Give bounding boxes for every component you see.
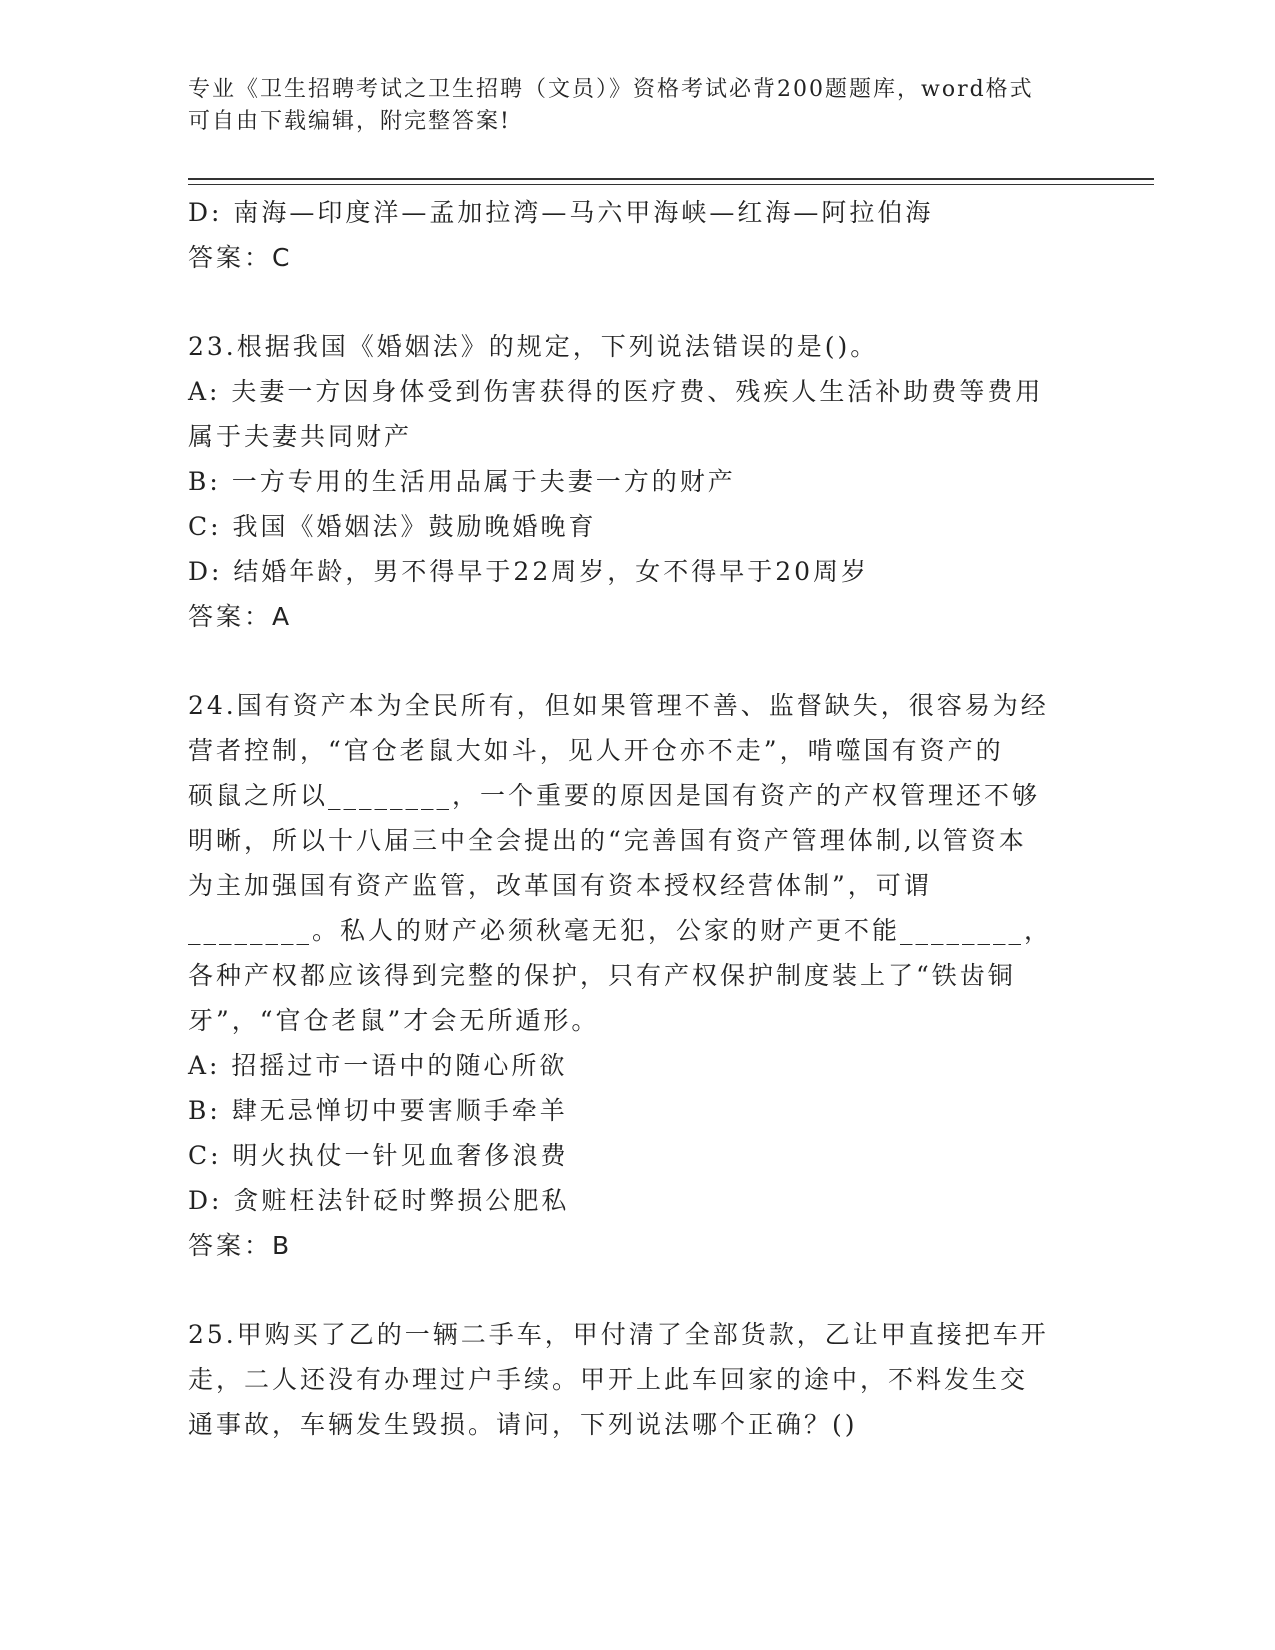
- q23-answer: 答案：A: [188, 602, 293, 631]
- q24-answer: 答案：B: [188, 1231, 293, 1260]
- header-rule-thick: [188, 178, 1154, 180]
- q23-option-c: C: 我国《婚姻法》鼓励晚婚晚育: [188, 512, 597, 541]
- q23-option-b: B: 一方专用的生活用品属于夫妻一方的财产: [188, 467, 736, 496]
- q24-stem-line-6: ________。私人的财产必须秋毫无犯，公家的财产更不能________，: [188, 916, 1053, 945]
- question-24: [188, 683, 1088, 1268]
- q25-stem-line-1: 25.甲购买了乙的一辆二手车，甲付清了全部货款，乙让甲直接把车开: [188, 1320, 1049, 1349]
- document-body: [188, 190, 1088, 1447]
- q22-answer: 答案：C: [188, 243, 293, 272]
- q24-option-a: A: 招摇过市一语中的随心所欲: [188, 1051, 568, 1080]
- q24-stem-line-8: 牙”，“官仓老鼠”才会无所遁形。: [188, 1006, 600, 1035]
- page-header: [188, 74, 1068, 138]
- q24-option-b: B: 肆无忌惮切中要害顺手牵羊: [188, 1096, 568, 1125]
- q25-stem-line-3: 通事故，车辆发生毁损。请问，下列说法哪个正确？(): [188, 1410, 858, 1439]
- q24-stem-line-2: 营者控制，“官仓老鼠大如斗，见人开仓亦不走”，啃噬国有资产的: [188, 736, 1004, 765]
- q22-option-d: D: 南海—印度洋—孟加拉湾—马六甲海峡—红海—阿拉伯海: [188, 198, 934, 227]
- q23-option-a-line-1: A: 夫妻一方因身体受到伤害获得的医疗费、残疾人生活补助费等费用: [188, 377, 1044, 406]
- q24-stem-line-4: 明晰，所以十八届三中全会提出的“完善国有资产管理体制,以管资本: [188, 826, 1027, 855]
- q25-stem-line-2: 走，二人还没有办理过户手续。甲开上此车回家的途中，不料发生交: [188, 1365, 1029, 1394]
- q23-stem: 23.根据我国《婚姻法》的规定，下列说法错误的是()。: [188, 332, 879, 361]
- q24-stem-line-7: 各种产权都应该得到完整的保护，只有产权保护制度装上了“铁齿铜: [188, 961, 1016, 990]
- header-rule-thin: [188, 184, 1154, 185]
- q24-stem-line-1: 24.国有资产本为全民所有，但如果管理不善、监督缺失，很容易为经: [188, 691, 1049, 720]
- question-23: [188, 324, 1088, 639]
- header-line-1: 专业《卫生招聘考试之卫生招聘（文员）》资格考试必背200题题库，word格式: [188, 77, 1034, 102]
- question-25: [188, 1312, 1088, 1447]
- header-line-2: 可自由下载编辑，附完整答案!: [188, 109, 511, 134]
- q24-option-c: C: 明火执仗一针见血奢侈浪费: [188, 1141, 569, 1170]
- q24-option-d: D: 贪赃枉法针砭时弊损公肥私: [188, 1186, 570, 1215]
- q23-option-d: D: 结婚年龄，男不得早于22周岁，女不得早于20周岁: [188, 557, 870, 586]
- question-22-tail: [188, 190, 1088, 280]
- q23-option-a-line-2: 属于夫妻共同财产: [188, 422, 413, 451]
- q24-stem-line-3: 硕鼠之所以________，一个重要的原因是国有资产的产权管理还不够: [188, 781, 1041, 810]
- q24-stem-line-5: 为主加强国有资产监管，改革国有资本授权经营体制”，可谓: [188, 871, 932, 900]
